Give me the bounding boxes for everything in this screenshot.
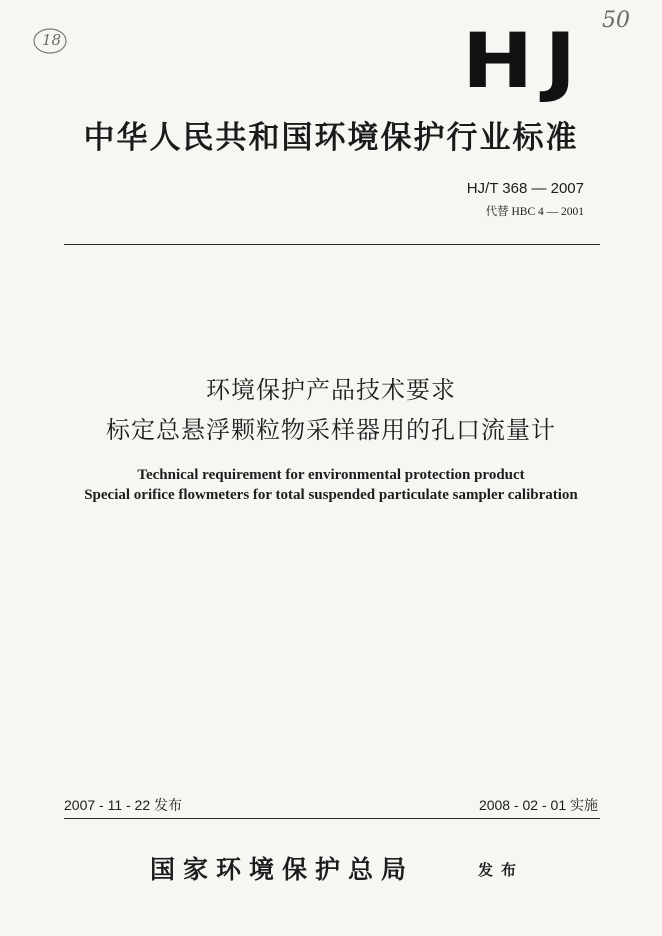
- bottom-divider: [64, 818, 600, 819]
- english-title-line-1: Technical requirement for environmental protection product: [137, 467, 525, 483]
- chinese-title-line-1: 环境保护产品技术要求: [206, 376, 456, 404]
- top-divider: [64, 244, 600, 245]
- issuing-verb: 发布: [478, 861, 525, 879]
- chinese-title-line-2: 标定总悬浮颗粒物采样器用的孔口流量计: [106, 416, 556, 444]
- handwritten-corner-mark: 50: [602, 8, 630, 33]
- handwritten-left-text: 18: [42, 31, 62, 49]
- replaces-standard: 代替 HBC 4 — 2001: [485, 206, 584, 218]
- implementation-date: 2008 - 02 - 01 实施: [478, 797, 598, 813]
- english-title-line-2: Special orifice flowmeters for total suspended particulate sampler calibration: [84, 487, 578, 503]
- org-title: 中华人民共和国环境保护行业标准: [83, 120, 579, 156]
- hj-logo: HJ: [462, 16, 588, 105]
- standard-number: HJ/T 368 — 2007: [466, 180, 584, 197]
- issuing-authority: 国家环境保护总局: [150, 855, 415, 884]
- issue-date: 2007 - 11 - 22 发布: [64, 797, 183, 813]
- handwritten-page-mark: [30, 26, 70, 56]
